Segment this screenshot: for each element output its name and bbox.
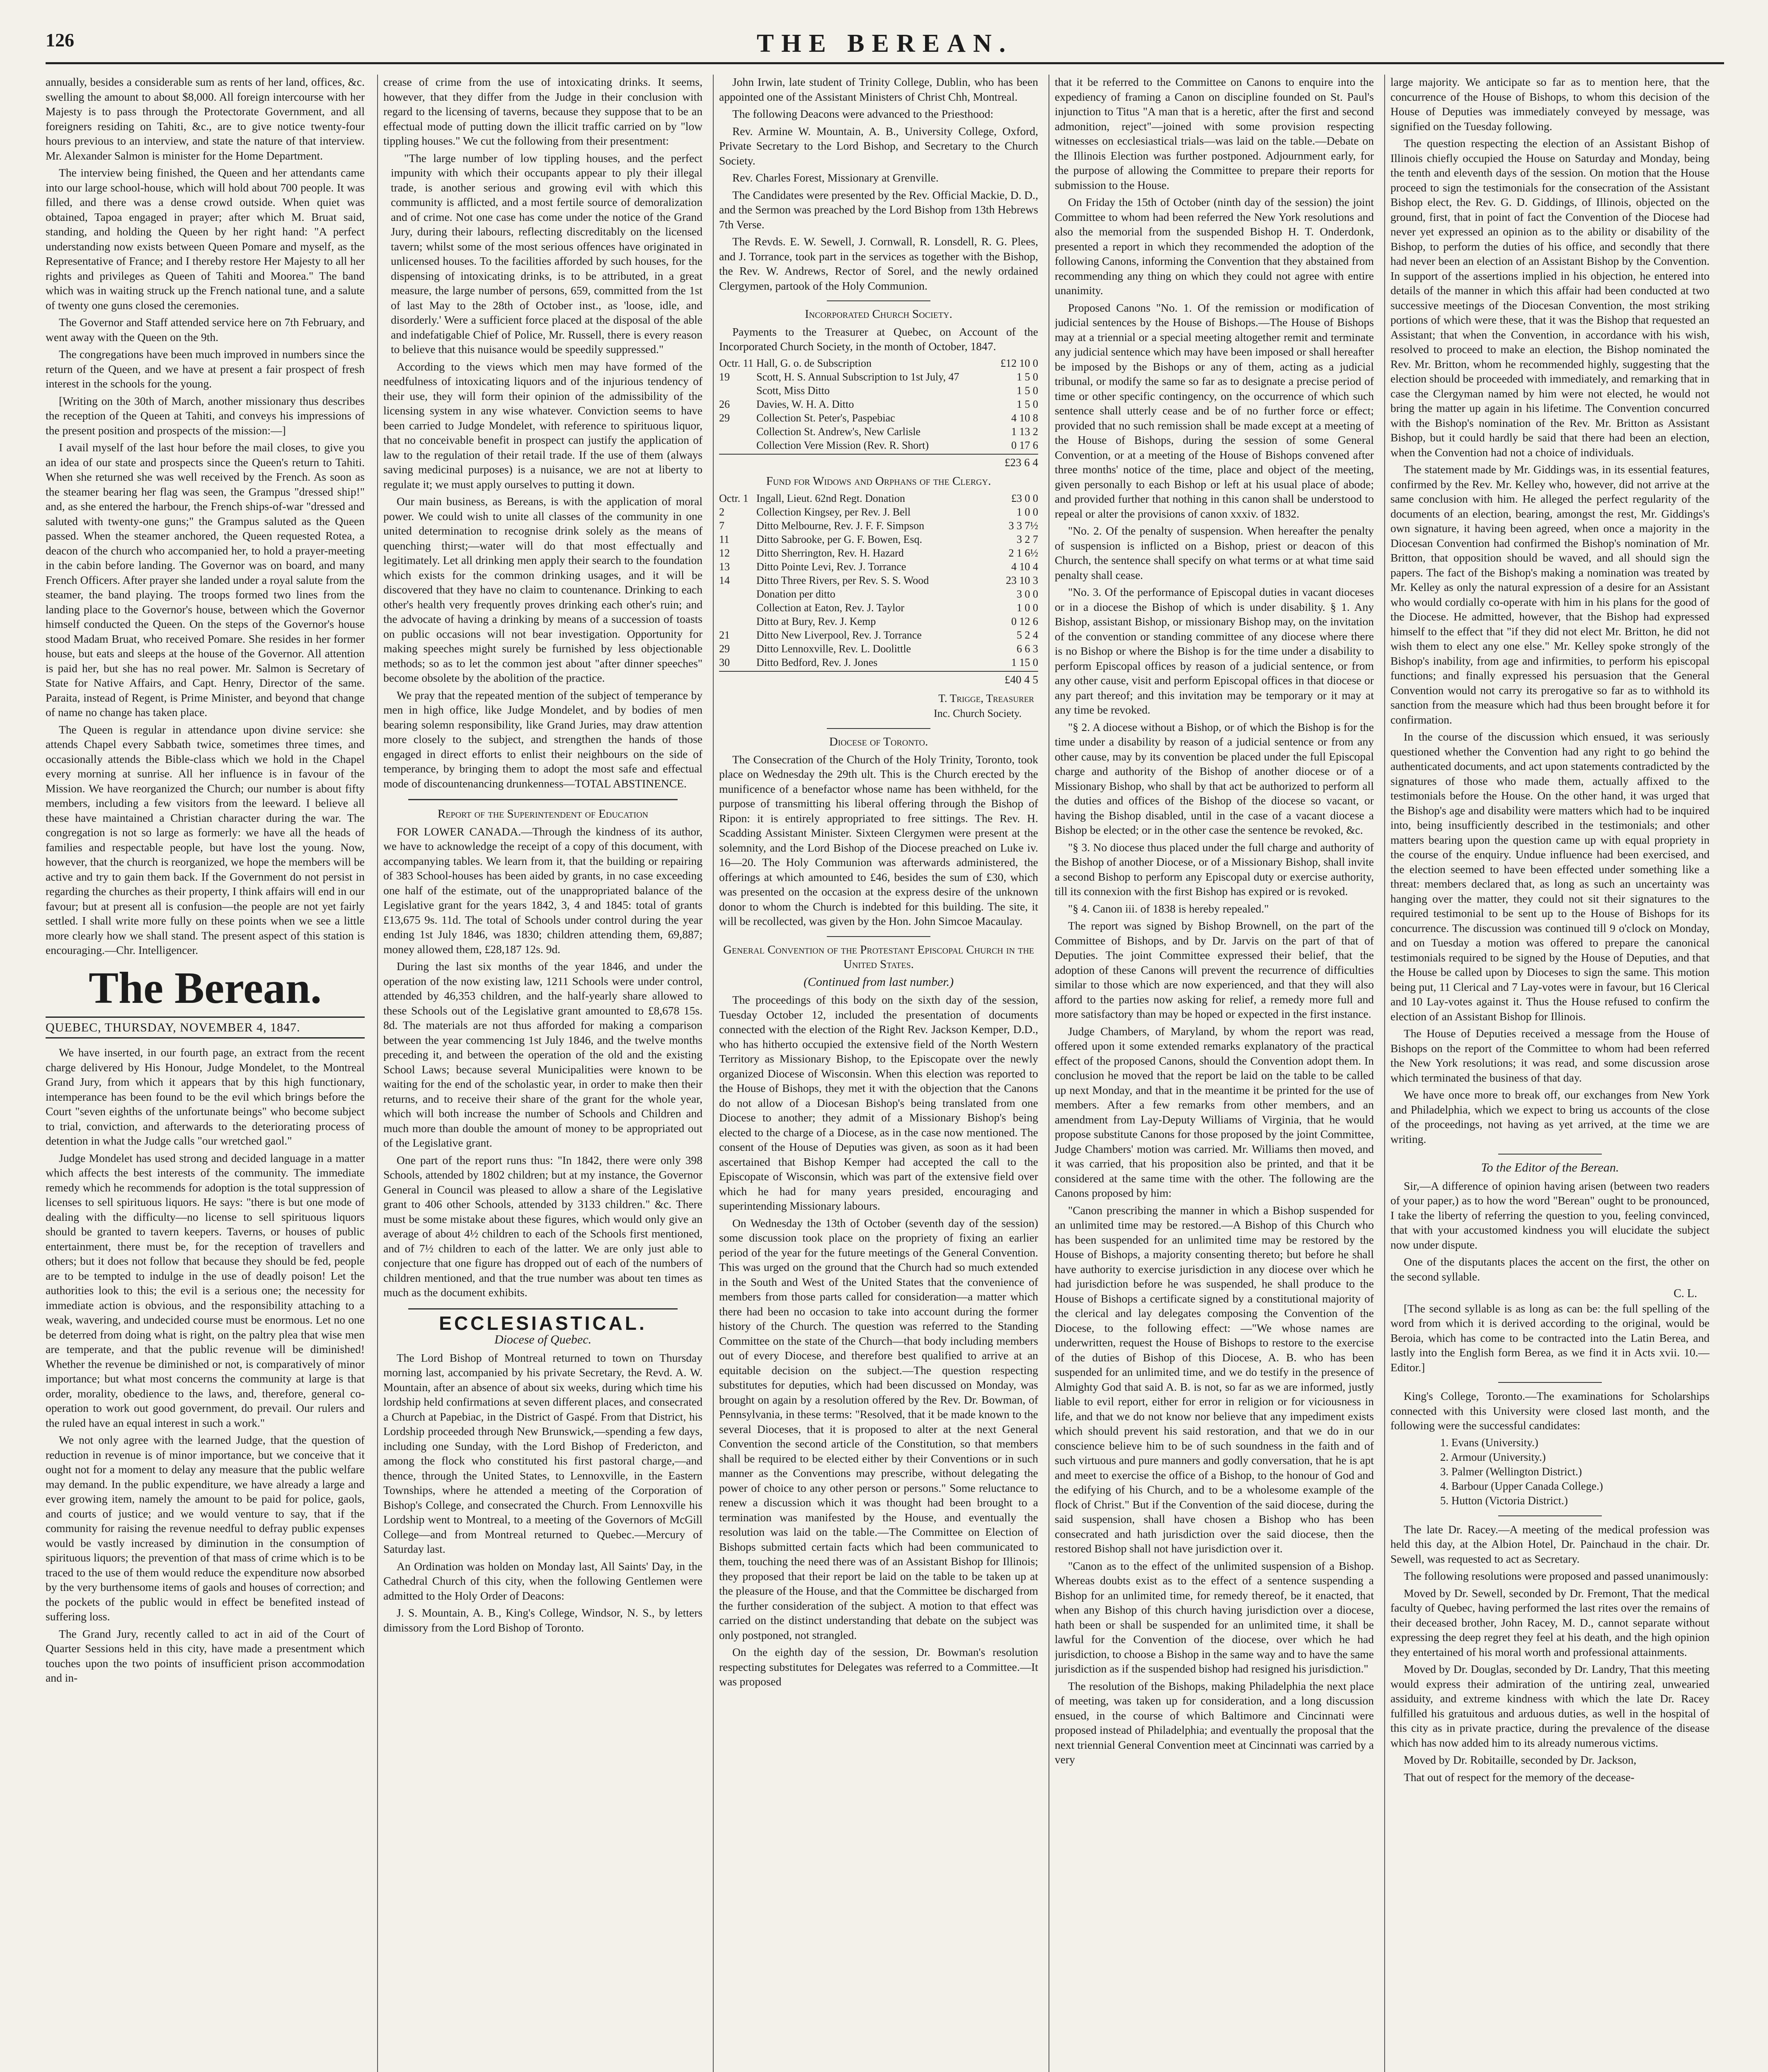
header-rule: [46, 62, 1724, 64]
item-date: 21: [719, 629, 730, 641]
paragraph: The late Dr. Racey.—A meeting of the medical profession was held this day, at the Albion Hotel, Dr. Painchaud in the chair. Dr. Sewell, was requested to act as Secretary.: [1390, 1523, 1710, 1565]
list-item: 5. Hutton (Victoria District.): [1440, 1494, 1568, 1507]
item-amount: 1 15 0: [1011, 656, 1038, 668]
paragraph: The Consecration of the Church of the Holy Trinity, Toronto, took place on Wednesday the 29th ult. This is the Church erected by the munificence of a benefactor whose name has been withheld, for the purpose of transmitting his liberal offering through the Bishop of Ripon: it is entirely appropriated to free sittings. The Rev. H. Scadding Assistant Minister. Sixteen Clergymen were present at the solemnity, and the Lord Bishop of the Diocese preached on Luke iv. 16—20. The Holy Communion was afterwards administered, the offerings at which amounted to £46, besides the sum of £30, which was presented on the occasion at the express desire of the unknown donor to whom the Church is indebted for this building. The site, it will be recollected, was given by the Hon. John Simcoe Macaulay.: [719, 753, 1038, 927]
list-item: [719, 574, 1038, 587]
paragraph: That out of respect for the memory of the decease-: [1404, 1770, 1635, 1784]
item-date: 14: [719, 574, 730, 586]
paragraph: "Canon as to the effect of the unlimited suspension of a Bishop. Whereas doubts exist as to the effect of a sentence suspending a Bishop for an unlimited time, for remedy thereof, be it enacted, that when any Bishop of this church having jurisdiction over a diocese, hath been or shall be suspended for an unlimited time, it shall be lawful for the Convention of the diocese, over which he had jurisdiction, to choose a Bishop in the same way and to have the same jurisdiction as if the suspended bishop had resigned his jurisdiction.": [1055, 1559, 1374, 1675]
item-desc: Scott, H. S. Annual Subscription to 1st July, 47: [756, 370, 959, 383]
paragraph: On the eighth day of the session, Dr. Bowman's resolution respecting substitutes for Delegates was referred to a Committee.—It was proposed: [719, 1646, 1038, 1688]
list-item: [719, 356, 1038, 370]
paragraph: that it be referred to the Committee on Canons to enquire into the expediency of framing a Canon on discipline founded on St. Paul's injunction to Titus "A man that is a heretic, after the first and second admonition, reject"—joined with some provision respecting witnesses on ecclesiastical trials—was laid on the table.—Debate on the Illinois Election was further postponed. Adjournment early, for the purpose of allowing the Committee to prepare their reports for submission to the House.: [1055, 75, 1374, 191]
item-desc: Ditto Melbourne, Rev. J. F. F. Simpson: [756, 519, 925, 532]
paragraph: "§ 4. Canon iii. of 1838 is hereby repealed.": [1068, 902, 1269, 915]
paragraph: One of the disputants places the accent on the first, the other on the second syllable.: [1390, 1255, 1710, 1283]
item-desc: Scott, Miss Ditto: [756, 384, 830, 397]
running-title: THE BEREAN.: [756, 29, 1013, 58]
paragraph: The Governor and Staff attended service here on 7th February, and went away with the Queen on the 9th.: [46, 316, 365, 344]
section-rule: [827, 728, 930, 729]
item-desc: Ditto New Liverpool, Rev. J. Torrance: [756, 629, 922, 641]
paragraph: The following resolutions were proposed and passed unanimously:: [1404, 1569, 1709, 1582]
ecclesiastical-heading: ECCLESIASTICAL.: [439, 1312, 647, 1334]
paragraph: Rev. Armine W. Mountain, A. B., University College, Oxford, Private Secretary to the Lord Bishop, and Secretary to the Church Society.: [719, 124, 1038, 167]
quoted-presentment: "The large number of low tippling houses, and the perfect impunity with which their occupants appear to ply their illegal trade, is another serious and growing evil with which this community is afflicted, and a most fertile source of demoralization and of crime. Not one case has come under the notice of the Grand Jury, during their labours, reflecting discreditably on the licensed tavern; whilst some of the most serious offences have originated in unlicensed houses. To the facilities afforded by such houses, for the dispensing of intoxicating drinks, is to be attributed, in a great measure, the large number of persons, 659, committed from the 1st of last May to the 28th of October inst., as 'loose, idle, and disorderly.' Were a sufficient force placed at the disposal of the able and indefatigable Chief of Police, Mr. Russell, there is every reason to believe that this nuisance would be speedily suppressed.": [391, 151, 702, 356]
item-amount: 0 17 6: [1011, 439, 1038, 451]
item-date: 29: [719, 642, 730, 655]
paragraph: The resolution of the Bishops, making Philadelphia the next place of meeting, was taken up for consideration, and a long discussion ensued, in the course of which Baltimore and Cincinnati were proposed instead of Philadelphia; and eventually the proposal that the next triennial General Convention meet at Cincinnati was carried by a very: [1055, 1679, 1374, 1766]
diocese-quebec-heading: Diocese of Quebec.: [494, 1333, 592, 1346]
paragraph: The proceedings of this body on the sixth day of the session, Tuesday October 12, included the presentation of documents connected with the election of the Right Rev. Jackson Kemper, D.D., who has hitherto occupied the extensive field of the North Western Territory as Missionary Bishop, to the Episcopate over the newly organized Diocese of Wisconsin. When this election was reported to the House of Bishops, they met it with the objection that the Canons do not allow of a Diocesan Bishop's being translated from one Diocese to another; they admit of a Missionary Bishop's being elected to the charge of a Diocese, as in the case now mentioned. The consent of the House of Deputies was given, as soon as it had been ascertained that Bishop Kemper had accepted the call to the Episcopate of Wisconsin, which was part of the extensive field over which he had for many years presided, encouraging and superintending Missionary labours.: [719, 993, 1038, 1212]
item-desc: Collection St. Peter's, Paspebiac: [756, 411, 895, 424]
item-amount: 3 0 0: [1017, 588, 1038, 600]
paragraph: "Canon prescribing the manner in which a Bishop suspended for an unlimited time may be restored.—A Bishop of this Church who has been suspended for an unlimited time may be restored by the House of Bishops, a majority consenting thereto; but before he shall have authority to exercise jurisdiction in any diocese over which he had jurisdiction before he was suspended, he shall produce to the House of Bishops a certificate signed by a constitutional majority of the clerical and lay delegates composing the Convention of the Diocese, to the following effect: —"We whose names are underwritten, request the House of Bishops to restore to the exercise of the duties of Bishop of this Diocese, A. B. who has been suspended for an unlimited time, and we do testify in the presence of Almighty God that said A. B. is not, so far as we are informed, justly liable to evil report, either for error in religion or for viciousness in life, and that we do not know nor believe that any impediment exists which should prevent his said restoration, and that we do in our conscience believe him to be of such soundness in the faith and of such virtuous and pure manners and godly conversation, that he is apt and meet to exercise the office of a Bishop, to the honour of God and the edifying of his Church, and to be a wholesome example of the flock of Christ." But if the Convention of the said diocese, during the said suspension, shall have chosen a Bishop who has been consecrated and hath jurisdiction over the said diocese, then the restored Bishop shall not have jurisdiction over it.: [1055, 1203, 1374, 1555]
dateline: QUEBEC, THURSDAY, NOVEMBER 4, 1847.: [46, 1017, 365, 1039]
list-item: [719, 533, 1038, 546]
list-item: [719, 587, 1038, 601]
list-item: [719, 425, 1038, 438]
education-report-heading: Report of the Superintendent of Education: [437, 807, 649, 821]
item-desc: Ditto Bedford, Rev. J. Jones: [756, 656, 878, 668]
fund-total: £40 4 5: [719, 671, 1038, 687]
item-date: Octr. 11: [719, 357, 753, 369]
newspaper-page: [46, 29, 1724, 2072]
paragraph: Proposed Canons "No. 1. Of the remission or modification of judicial sentences by the House of Bishops.—The House of Bishops may at a triennial or a special meeting altogether remit and terminate any judicial sentence which may have been imposed or shall hereafter be imposed by the Bishops or any of them, acting as a judicial tribunal, or modify the same so far as to designate a precise period of time or other specific contingency, on the occurrence of which such sentence shall utterly cease and be of no further force or effect; provided that no such remission shall be made except at a meeting of the House of Bishops, during the session of some General Convention, or at a meeting of the House of Bishops convened after three months' notice of the time, place and object of the meeting, given personally to each Bishop or left at his usual place of abode; and provided further that nothing in this canon shall be understood to repeal or alter the provisions of canon xxxiv. of 1832.: [1055, 301, 1374, 520]
list-item: [719, 411, 1038, 425]
item-date: Octr. 1: [719, 492, 748, 504]
paragraph: On Wednesday the 13th of October (seventh day of the session) some discussion took place on the propriety of fixing an earlier period of the year for the future meetings of the General Convention. This was urged on the ground that the Church had so much extended in the South and West of the United States that the convenience of members from those parts called for consideration—a matter which there had been no occasion to take into account during the former history of the Church. The question was referred to the Standing Committee on the state of the Church—that body including members out of every Diocese, and therefore best qualified to arrive at an equitable decision on the subject.—The question respecting substitutes for deputies, which had been discussed on Monday, was brought on again by a resolution offered by the Rev. Dr. Bowman, of Pennsylvania, in these terms: "Resolved, that it be made known to the several Dioceses, that it is proposed to alter at the next General Convention the second article of the Constitution, so that members shall be required to be elected either by their Conventions or in such manner as the Conventions may prescribe, without delegating the power of choice to any other person or persons." Some reluctance to renew a discussion which it was thought had been brought to a termination was manifested by the House, and eventually the resolution was laid on the table.—The Committee on Election of Bishops submitted certain facts which had been communicated to them, touching the need there was of an Assistant Bishop for Illinois; they proposed that their report be laid on the table to be taken up at the pleasure of the House, and that the Committee be discharged from the further consideration of the subject. A motion to that effect was carried on the distinct understanding that debate on the subject was only postponed, not strangled.: [719, 1216, 1038, 1641]
item-date: 13: [719, 560, 730, 573]
payments-list: [719, 356, 1038, 470]
list-item: [719, 656, 1038, 669]
list-item: 3. Palmer (Wellington District.): [1440, 1465, 1582, 1478]
treasurer-signature: T. Trigge, Treasurer: [938, 692, 1034, 704]
section-rule: [408, 799, 678, 800]
paragraph: Sir,—A difference of opinion having arisen (between two readers of your paper,) as to how the word "Berean" ought to be pronounced, I take the liberty of referring the question to you, feeling convinced, that with your accustomed kindness you will elucidate the subject now under dispute.: [1390, 1179, 1710, 1251]
paragraph: Rev. Charles Forest, Missionary at Grenville.: [732, 171, 939, 184]
list-item: [719, 384, 1038, 397]
item-desc: Hall, G. o. de Subscription: [756, 357, 872, 369]
paragraph: The report was signed by Bishop Brownell, on the part of the Committee of Bishops, and by Dr. Jarvis on the part of that of Deputies. The joint Committee expressed their belief, that the adoption of these Canons will prevent the recurrence of difficulties similar to those which are now experienced, and that they will also afford to the parties now asking for relief, a remedy more full and more satisfactory than may be hoped or expected in the first instance.: [1055, 919, 1374, 1020]
diocese-toronto-heading: Diocese of Toronto.: [829, 735, 928, 748]
item-amount: 3 3 7½: [1008, 519, 1038, 532]
paragraph: The question respecting the election of an Assistant Bishop of Illinois chiefly occupied the House on Saturday and Monday, being the tenth and eleventh days of the session. On motion that the House proceed to sign the testimonials for the consecration of the Assistant Bishop elect, the Rev. G. D. Giddings, of Illinois, objected on the ground, first, that in point of fact the Convention of the Diocese had never yet expressed an opinion as to the ability or disability of the Bishop, to perform the duties of his office, and secondly that there had never been an election of an Assistant Bishop by the Convention. In support of the assertions implied in his objection, he entered into details of the manner in which this affair had been conducted at two successive meetings of the Diocesan Convention, the most striking portions of which were these, that it was the Bishop that requested an Assistant; that when the Convention, in accordance with his wish, resolved to proceed to make an election, the Bishop nominated the Rev. Mr. Britton, whom he recommended highly, suggesting that the election should be proceeded with immediately, and remarking that in case the Clergyman named by him were not elected, he would not bring the matter up again in his lifetime. The Convention concurred with the Bishop's nomination of the Rev. Mr. Britton as Assistant Bishop, but it could hardly be said that there had been an election, when the Convention had not a choice of individuals.: [1390, 137, 1710, 459]
treasurer-title: Inc. Church Society.: [933, 707, 1022, 719]
item-amount: 23 10 3: [1006, 574, 1038, 586]
item-desc: Collection Kingsey, per Rev. J. Bell: [756, 506, 911, 518]
item-amount: 4 10 8: [1011, 411, 1038, 424]
item-desc: Collection at Eaton, Rev. J. Taylor: [756, 601, 905, 614]
list-item: [719, 560, 1038, 574]
paragraph: An Ordination was holden on Monday last, All Saints' Day, in the Cathedral Church of this city, when the following Gentlemen were admitted to the Holy Order of Deacons:: [383, 1559, 702, 1602]
section-rule: [827, 936, 930, 937]
paragraph: I avail myself of the last hour before the mail closes, to give you an idea of our state and prospects since the Queen's return to Tahiti. When she returned she was well received by the French. As soon as the steamer bearing her flag was seen, the Grampus "dressed ship!" and, as she entered the harbour, the French ships-of-war "dressed and saluted with twenty-one guns;" the Grampus saluted as the Queen passed. When the steamer anchored, the Queen requested Rotea, a deacon of the church who accompanied her, to hold a prayer-meeting in the cabin before landing. The Governor was on board, and many French Officers. After prayer she landed under a royal salute from the steamer, the band playing. The troops formed two lines from the landing place to the Governor's house, between which the Governor himself conducted the Queen. On the steps of the Governor's house stood Madam Bruat, who received Pomare. She resides in her former house, but eats and sleeps at the house of the Governor. All attention is paid her, but she has no real power. Mr. Salmon is Secretary of State for Native Affairs, and Capt. Henry, Director of the same. Paraita, instead of Regent, is Prime Minister, and beyond that change of name no change has taken place.: [46, 441, 365, 719]
paragraph: We pray that the repeated mention of the subject of temperance by men in high office, like Judge Mondelet, and by bodies of men bearing solemn responsibility, like Grand Juries, may draw attention more closely to the subject, and strengthen the hands of those engaged in direct efforts to enlist their neighbours on the side of temperance, by bringing them to adopt the most safe and effectual mode of discountenancing drunkenness—TOTAL ABSTINENCE.: [383, 688, 702, 790]
item-date: 11: [719, 533, 730, 545]
fund-list: [719, 491, 1038, 687]
paragraph: The congregations have been much improved in numbers since the return of the Queen, and we have at present a fair prospect of fresh interest in the schools for the young.: [46, 348, 365, 390]
continued-note: (Continued from last number.): [803, 975, 954, 989]
paragraph: During the last six months of the year 1846, and under the operation of the now existing law, 1211 Schools were under control, attended by 46,353 children, and the half-yearly share allowed to these Schools out of the Legislative grant amounted to £8,678 15s. 8d. The materials are not thus afforded for making a comparison between the year commencing 1st July 1846, and the twelve months preceding it, and between the operation of the old and the existing School Laws; because several Municipalities were known to be waiting for the end of the scholastic year, in order to make then their returns, and to receive their share of the grant for the whole year, which will both increase the number of Schools and Children and much more than double the amount of money to be appropriated out of the Legislative grant.: [383, 960, 702, 1149]
section-rule: [1498, 1154, 1602, 1155]
item-desc: Davies, W. H. A. Ditto: [756, 398, 854, 410]
item-amount: 1 5 0: [1017, 398, 1038, 410]
editorial: [46, 1045, 365, 1685]
paragraph: In the course of the discussion which ensued, it was seriously questioned whether the Convention had any right to go behind the authenticated documents, and act upon statements contradicted by the signatures of those who made them, actually affixed to the testimonials before the House. On the other hand, it was urged that the Bishop's age and disability were matters which had to be inquired into, being insufficiently described in the testimonials; and other matters bearing upon the question came up with equal propriety in the course of the enquiry. Undue influence had been exercised, and the election seemed to have been effected under something like a threat: members declared that, as long as such an uncertainty was hanging over the matter, they could not sit their signatures to the required testimonial to be sent up to the House of Bishops for its concurrence. The discussion was continued till 9 o'clock on Monday, and on Tuesday a motion was offered to prepare the canonical testimonials required to be signed by the House of Deputies, and that the House be called upon by Dioceses to sign the same. This motion being put, 11 Clerical and 7 Lay-votes were in favour, but 16 Clerical and 10 Lay-votes against it. Thus the House refused to confirm the election of an Assistant Bishop for Illinois.: [1390, 730, 1710, 1023]
paragraph: The Grand Jury, recently called to act in aid of the Court of Quarter Sessions held in this city, have made a presentment which touches upon the two points of insufficient prison accommodation and in-: [46, 1627, 365, 1684]
item-amount: 3 2 7: [1017, 533, 1038, 545]
item-desc: Ditto Sabrooke, per G. F. Bowen, Esq.: [756, 533, 923, 545]
item-date: 29: [719, 411, 730, 424]
column-3: [719, 75, 1038, 2072]
paragraph: According to the views which men may have formed of the needfulness of intoxicating liquors and of the injurious tendency of their use, they will form their opinion of the admissibility of the licensing system in any wise whatever. Conviction seems to have been carried to Judge Mondelet, with reference to spirituous liquor, that no conceivable benefit in prospect can justify the application of law to the regulation of their retail trade. If the use of them (always saving medicinal purposes) is a nuisance, we are not at liberty to regulate it; we must apply ourselves to putting it down.: [383, 360, 702, 491]
paragraph: Judge Chambers, of Maryland, by whom the report was read, offered upon it some extended remarks explanatory of the practical effect of the proposed Canons, should the Convention adopt them. In conclusion he moved that the report be laid on the table to be called up next Monday, and that in the meantime it be printed for the use of members. After a few remarks from other members, and an amendment from Lay-Deputy Williams of Virginia, that he would propose substitute Canons for those proposed by the joint Committee, Judge Chambers' motion was carried. Mr. Williams then moved, and it was carried, that his proposition also be printed, and that it be considered at the same time with the other. The following are the Canons proposed by him:: [1055, 1024, 1374, 1199]
paragraph: We have inserted, in our fourth page, an extract from the recent charge delivered by His Honour, Judge Mondelet, to the Montreal Grand Jury, from which it appears that by this high functionary, intemperance has been found to be the evil which brings before the Court "seven eighths of the unfortunate beings" who become subject to trial, conviction, and afterwards to the deteriorating process of detention in what the Judge calls "our wretched gaol.": [46, 1046, 365, 1147]
paragraph: We have once more to break off, our exchanges from New York and Philadelphia, which we expect to bring us accounts of the close of the proceedings, not having as yet arrived, at the time we are writing.: [1390, 1088, 1710, 1145]
item-amount: 6 6 3: [1017, 642, 1038, 655]
list-item: [719, 505, 1038, 519]
list-item: [719, 546, 1038, 560]
item-amount: 1 13 2: [1011, 425, 1038, 438]
item-desc: Ingall, Lieut. 62nd Regt. Donation: [756, 492, 905, 504]
item-desc: Ditto Three Rivers, per Rev. S. S. Wood: [756, 574, 929, 586]
paragraph: Judge Mondelet has used strong and decided language in a matter which affects the best interests of the community. The immediate remedy which he recommends for adoption is the total suppression of licenses to sell spirituous liquors. He says: "there is but one mode of dealing with the difficulty—no license to sell spirituous liquors should be granted to tavern keepers. Taverns, or houses of public entertainment, there must be, for the reception of travellers and others; but it does not follow that because they should be fed, people are to be tempted to indulge in the use of deadly poison! Let the authorities look to this; the evil is a serious one; the necessity for immediate action is obvious, and the responsibility attaching to a weak, wavering, and undecided course must be enormous. Let no one be deterred from doing what is right, on the paltry plea that wise men are temperate, and that the public revenue will be diminished! Whether the revenue be diminished or not, is comparatively of minor importance; but what most concerns the community at large is that order, morality, obedience to the laws, and, therefore, general co-operation to work out good government, do prevail. Our rulers and the ruled have an equal interest in such a work.": [46, 1151, 365, 1429]
paragraph: We not only agree with the learned Judge, that the question of reduction in revenue is of minor importance, but we conceive that it ought not for a moment to delay any measure that the public welfare may demand. In the public expenditure, we have already a large and ever growing item, namely the amount to be paid for police, gaols, and courts of justice; and we would venture to say, that if the community for raising the revenue needful to defray public expenses would be vastly increased by diminution in the consumption of spirituous liquors; the prevention of that mass of crime which is to be traced to the use of them would reduce the expenditure now absorbed by the very burthensome items of gaols and houses of correction; and the pockets of the public would in effect be benefited instead of suffering loss.: [46, 1433, 365, 1623]
list-item: 4. Barbour (Upper Canada College.): [1440, 1479, 1603, 1492]
item-desc: Ditto at Bury, Rev. J. Kemp: [756, 615, 876, 627]
list-item: [719, 397, 1038, 411]
column-rule: [713, 75, 714, 2072]
paragraph: [Writing on the 30th of March, another missionary thus describes the reception of the Queen at Tahiti, and conveys his impressions of the present position and prospects of the mission:—]: [46, 394, 365, 437]
item-date: 12: [719, 547, 730, 559]
list-item: [719, 519, 1038, 533]
item-amount: 0 12 6: [1011, 615, 1038, 627]
list-item: [719, 615, 1038, 628]
item-amount: £12 10 0: [1000, 357, 1038, 369]
list-item: [719, 628, 1038, 642]
list-item: 2. Armour (University.): [1440, 1450, 1546, 1463]
letter-signature: C. L.: [1674, 1287, 1697, 1300]
item-amount: 2 1 6½: [1008, 547, 1038, 559]
paragraph: One part of the report runs thus: "In 1842, there were only 398 Schools, attended by 1802 children; but at my instance, the Governor General in Council was pleased to allow a share of the Legislative grant to 406 other Schools, attended by 3133 children." &c. There must be some mistake about these figures, which would only give an average of about 4½ children to each of the Schools first mentioned, and of 7½ children to each of the latter. We are only just able to conjecture that one figure has dropped out of each of the numbers of children mentioned, and that the true number was about ten times as much as the document exhibits.: [383, 1153, 702, 1299]
paragraph: large majority. We anticipate so far as to mention here, that the concurrence of the House of Bishops, to whom this decision of the House of Deputies was immediately conveyed by message, was signified on the Tuesday following.: [1390, 75, 1710, 133]
item-amount: 1 0 0: [1017, 601, 1038, 614]
paragraph: Moved by Dr. Robitaille, seconded by Dr. Jackson,: [1404, 1753, 1637, 1766]
item-desc: Collection St. Andrew's, New Carlisle: [756, 425, 921, 438]
section-rule: [1498, 1515, 1602, 1516]
candidate-list: [1440, 1435, 1710, 1508]
list-item: [719, 438, 1038, 452]
paragraph: annually, besides a considerable sum as rents of her land, offices, &c. swelling the amount to about $8,000. All foreign intercourse with her Majesty is to pass through the Protectorate Government, and all foreigners residing on Tahiti, &c., are to give notice twenty-four hours previous to an interview, and state the nature of that interview. Mr. Alexander Salmon is minister for the Home Department.: [46, 75, 365, 162]
paragraph: Moved by Dr. Douglas, seconded by Dr. Landry, That this meeting would express their admiration of the untiring zeal, unwearied assiduity, and extreme kindness with which the late Dr. Racey fulfilled his gratuitous and arduous duties, as well in the hospital of this city as in private practice, during the prevalence of the disease which has now added him to its already numerous victims.: [1390, 1663, 1710, 1749]
columns: [46, 75, 1724, 2072]
item-desc: Ditto Pointe Levi, Rev. J. Torrance: [756, 560, 906, 573]
item-desc: Ditto Sherrington, Rev. H. Hazard: [756, 547, 904, 559]
section-rule: [1498, 1382, 1602, 1383]
column-2: [383, 75, 702, 2072]
paragraph: FOR LOWER CANADA.—Through the kindness of its author, we have to acknowledge the receipt of a copy of this document, with accompanying tables. We learn from it, that the building or repairing of 383 School-houses has been aided by grants, in no case exceeding one half of the estimate, out of the unappropriated balance of the Legislative grant for the years 1842, 3, 4 and 1845: total of grants £13,675 9s. 11d. The total of Schools under control during the year ending 1st July 1846, was 1830; children attending them, 69,887; money allowed them, £28,187 12s. 9d.: [383, 825, 702, 956]
section-rule: [827, 300, 930, 301]
item-amount: 1 5 0: [1017, 370, 1038, 383]
item-desc: Donation per ditto: [756, 588, 836, 600]
page-header: [46, 29, 1724, 62]
column-4: [1055, 75, 1374, 2072]
list-item: 1. Evans (University.): [1440, 1436, 1538, 1449]
column-1: [46, 75, 365, 2072]
paragraph: The Candidates were presented by the Rev. Official Mackie, D. D., and the Sermon was preached by the Lord Bishop from 13th Hebrews 7th Verse.: [719, 188, 1038, 231]
paragraph: "No. 3. Of the performance of Episcopal duties in vacant dioceses or in a diocese the Bishop of which is under disability. § 1. Any Bishop, assistant Bishop, or missionary Bishop may, on the invitation of the convention or standing committee of any diocese where there is no Bishop or where the Bishop is for the time under a disability to perform Episcopal offices by reason of a judicial sentence, or from any other cause, visit and perform Episcopal offices in that diocese or any part thereof; and this invitation may be temporary or it may at any time be revoked.: [1055, 586, 1374, 716]
item-desc: Collection Vere Mission (Rev. R. Short): [756, 439, 929, 451]
paragraph: crease of crime from the use of intoxicating drinks. It seems, however, that they differ from the Judge in their conclusion with regard to the licensing of taverns, because they suppose that to be an effectual mode of putting down the illicit traffic carried on by "low tippling houses." We cut the following from their presentment:: [383, 75, 702, 147]
church-society-heading: Incorporated Church Society.: [805, 307, 952, 321]
editor-reply: [The second syllable is as long as can be: the full spelling of the word from which it is derived according to the original, would be Beroia, which has come to be contracted into the Latin Berea, and lastly into the English form Berea, as we find it in Acts xvii. 10.—Editor.]: [1390, 1302, 1710, 1374]
item-date: 7: [719, 519, 724, 532]
paragraph: John Irwin, late student of Trinity College, Dublin, who has been appointed one of the Assistant Ministers of Christ Chh, Montreal.: [719, 75, 1038, 103]
paragraph: On Friday the 15th of October (ninth day of the session) the joint Committee to whom had been referred the New York resolutions and also the memorial from the suspended Bishop H. T. Onderdonk, presented a report in which they recommended the adoption of the following Canons, informing the Convention that they abstained from recommending any thing on which they could not agree with entire unanimity.: [1055, 196, 1374, 297]
paragraph: King's College, Toronto.—The examinations for Scholarships connected with this University were closed last month, and the following were the successful candidates:: [1390, 1389, 1710, 1432]
page-number: 126: [46, 29, 74, 51]
paragraph: The Revds. E. W. Sewell, J. Cornwall, R. Lonsdell, R. G. Plees, and J. Torrance, took part in the services as together with the Bishop, the Rev. W. Andrews, Rector of Sorel, and the newly ordained Clergymen, partook of the Holy Communion.: [719, 235, 1038, 292]
column-rule: [377, 75, 378, 2072]
widows-fund-heading: Fund for Widows and Orphans of the Clergy.: [766, 474, 991, 488]
section-rule: [408, 1308, 678, 1310]
paragraph: The interview being finished, the Queen and her attendants came into our large school-house, which will hold about 700 people. It was filled, and there was a dense crowd outside. When quiet was obtained, Tapoa engaged in prayer; after which M. Bruat said, standing, and holding the Queen by her right hand: "A perfect understanding now exists between Queen Pomare and myself, as the Representative of France; and I thereby restore Her Majesty to all her rights and privileges as Queen of Tahiti and Moorea." The band which was in waiting struck up the French national tune, and a salute of twenty one guns closed the ceremonies.: [46, 166, 365, 312]
item-date: 30: [719, 656, 730, 668]
column-5: [1390, 75, 1710, 2072]
item-amount: 1 5 0: [1017, 384, 1038, 397]
paragraph: "No. 2. Of the penalty of suspension. When hereafter the penalty of suspension is inflicted on a Bishop, priest or deacon of this Church, the sentence shall specify on what terms or at what time said penalty shall cease.: [1055, 524, 1374, 581]
letter-heading: To the Editor of the Berean.: [1481, 1161, 1619, 1174]
item-amount: 4 10 4: [1011, 560, 1038, 573]
paragraph: J. S. Mountain, A. B., King's College, Windsor, N. S., by letters dimissory from the Lord Bishop of Toronto.: [383, 1606, 702, 1634]
paragraph: "§ 2. A diocese without a Bishop, or of which the Bishop is for the time under a disability by reason of a judicial sentence or from any other cause, may by its convention be placed under the full Episcopal charge and authority of the Bishop of another diocese or of a Missionary Bishop, who shall by that act be authorized to perform all the duties and offices of the Bishop of the diocese so vacant, or having the Bishop disabled, until in the case of a vacant diocese a Bishop be elected; or in the other case the sentence be revoked, &c.: [1055, 720, 1374, 836]
paragraph: Our main business, as Bereans, is with the application of moral power. We could wish to unite all classes of the community in one united determination to recognise drink solely as the means of quenching thirst;—water will do that most effectually and legitimately. Let all drinking men apply their search to the foundation which exists for the common drinking usages, and it will be discovered that they have no claim to countenance. Drinking to each other's health very frequently proves drinking each other's ruin; and the advocate of having a drinking by means of a succession of toasts on public occasions will not bear investigation. Opportunity for making speeches might surely be furnished by less objectionable methods; so as to let the common jest about "after dinner speeches" become obsolete by the abolition of the practice.: [383, 495, 702, 684]
item-date: 2: [719, 506, 724, 518]
paragraph: "§ 3. No diocese thus placed under the full charge and authority of the Bishop of another Diocese, or of a Missionary Bishop, shall invite a second Bishop to perform any Episcopal duty or exercise authority, till its connexion with the first Bishop has expired or is revoked.: [1055, 840, 1374, 898]
item-date: 19: [719, 370, 730, 383]
item-amount: 5 2 4: [1017, 629, 1038, 641]
list-item: [719, 370, 1038, 384]
list-item: [719, 642, 1038, 656]
paragraph: The following Deacons were advanced to the Priesthood:: [732, 107, 994, 120]
paragraph: The Lord Bishop of Montreal returned to town on Thursday morning last, accompanied by his private Secretary, the Revd. A. W. Mountain, after an absence of about six weeks, during which time his lordship held confirmations at seven different places, and consecrated a Church at Papebiac, in the District of Gaspé. From that District, his Lordship proceeded through New Brunswick,—spending a few days, including one Sunday, with the Lord Bishop of Fredericton, and among the flock who constituted his first pastoral charge,—and thence, through the United States, to Lennoxville, in the Eastern Townships, where he attended a meeting of the Corporation of Bishop's College, and consecrated the Church. From Lennoxville his Lordship went to Montreal, to a meeting of the Governors of McGill College—and from Montreal returned to Quebec.—Mercury of Saturday last.: [383, 1351, 702, 1555]
item-date: 26: [719, 398, 730, 410]
list-item: [719, 601, 1038, 615]
tahiti-article: [46, 75, 365, 958]
column-rule: [1384, 75, 1385, 2072]
payments-total: £23 6 4: [719, 454, 1038, 470]
item-desc: Ditto Lennoxville, Rev. L. Doolittle: [756, 642, 911, 655]
paragraph: The statement made by Mr. Giddings was, in its essential features, confirmed by the Rev. Mr. Kelley who, however, did not arrive at the same conclusion with him. He alleged the perfect regularity of the documents of an election, bearing, amongst the rest, Mr. Giddings's own signature, it having been agreed, when once a majority in the Diocesan Convention had confirmed the Bishop's nomination of Mr. Britton, that opposition should be waved, and all should sign the papers. The fact of the Bishop's making a nomination was treated by Mr. Kelley as only the natural expression of a desire for an Assistant who would cordially co-operate with him in his plans for the good of the Diocese. He admitted, however, that the Bishop had expressed himself to the effect that "if they did not elect Mr. Britton, he did not wish them to elect any one else." Mr. Kelley spoke strongly of the Bishop's inability, from age and infirmities, to perform his episcopal functions; and finally expressed his persuasion that the General Convention would not carry its prerogative so far as to withhold its sanction from the measure which had thus been brought before it for confirmation.: [1390, 463, 1710, 726]
masthead: The Berean.: [89, 963, 322, 1013]
list-item: [719, 491, 1038, 505]
paragraph: The Queen is regular in attendance upon divine service: she attends Chapel every Sabbath twice, sometimes three times, and occasionally attends the Bible-class which we hold in the Chapel every morning at sunrise. All her influence is in favour of the Mission. We have reorganized the Church; our number is about fifty members, including a few visitors from the leeward. I believe all these have maintained a Christian character during the war. The congregation is not so large as formerly: we have all the heads of families and respectable people, but have lost the young. Now, however, that the church is reorganized, we hope the members will be active and try to gain them back. If the Government do not persist in regarding the churches as their property, I think affairs will end in our favour; but at present all is confusion—the people are not yet fairly settled. I shall write more fully on these points when we see a little more clearly how we shall stand. The present aspect of this station is encouraging.—Chr. Intelligencer.: [46, 723, 365, 956]
paragraph: Payments to the Treasurer at Quebec, on Account of the Incorporated Church Society, in the month of October, 1847.: [719, 325, 1038, 353]
paragraph: Moved by Dr. Sewell, seconded by Dr. Fremont, That the medical faculty of Quebec, having performed the last rites over the remains of their deceased brother, John Racey, M. D., cannot separate without expressing the deep regret they feel at his death, and the high opinion they entertained of his moral worth and professional attainments.: [1390, 1586, 1710, 1658]
paragraph: The House of Deputies received a message from the House of Bishops on the report of the Committee to whom had been referred the New York resolutions; it was read, and some discussion arose which terminated the business of that day.: [1390, 1027, 1710, 1084]
item-amount: 1 0 0: [1017, 506, 1038, 518]
general-convention-heading: General Convention of the Protestant Episcopal Church in the United States.: [723, 943, 1034, 971]
item-amount: £3 0 0: [1011, 492, 1038, 504]
